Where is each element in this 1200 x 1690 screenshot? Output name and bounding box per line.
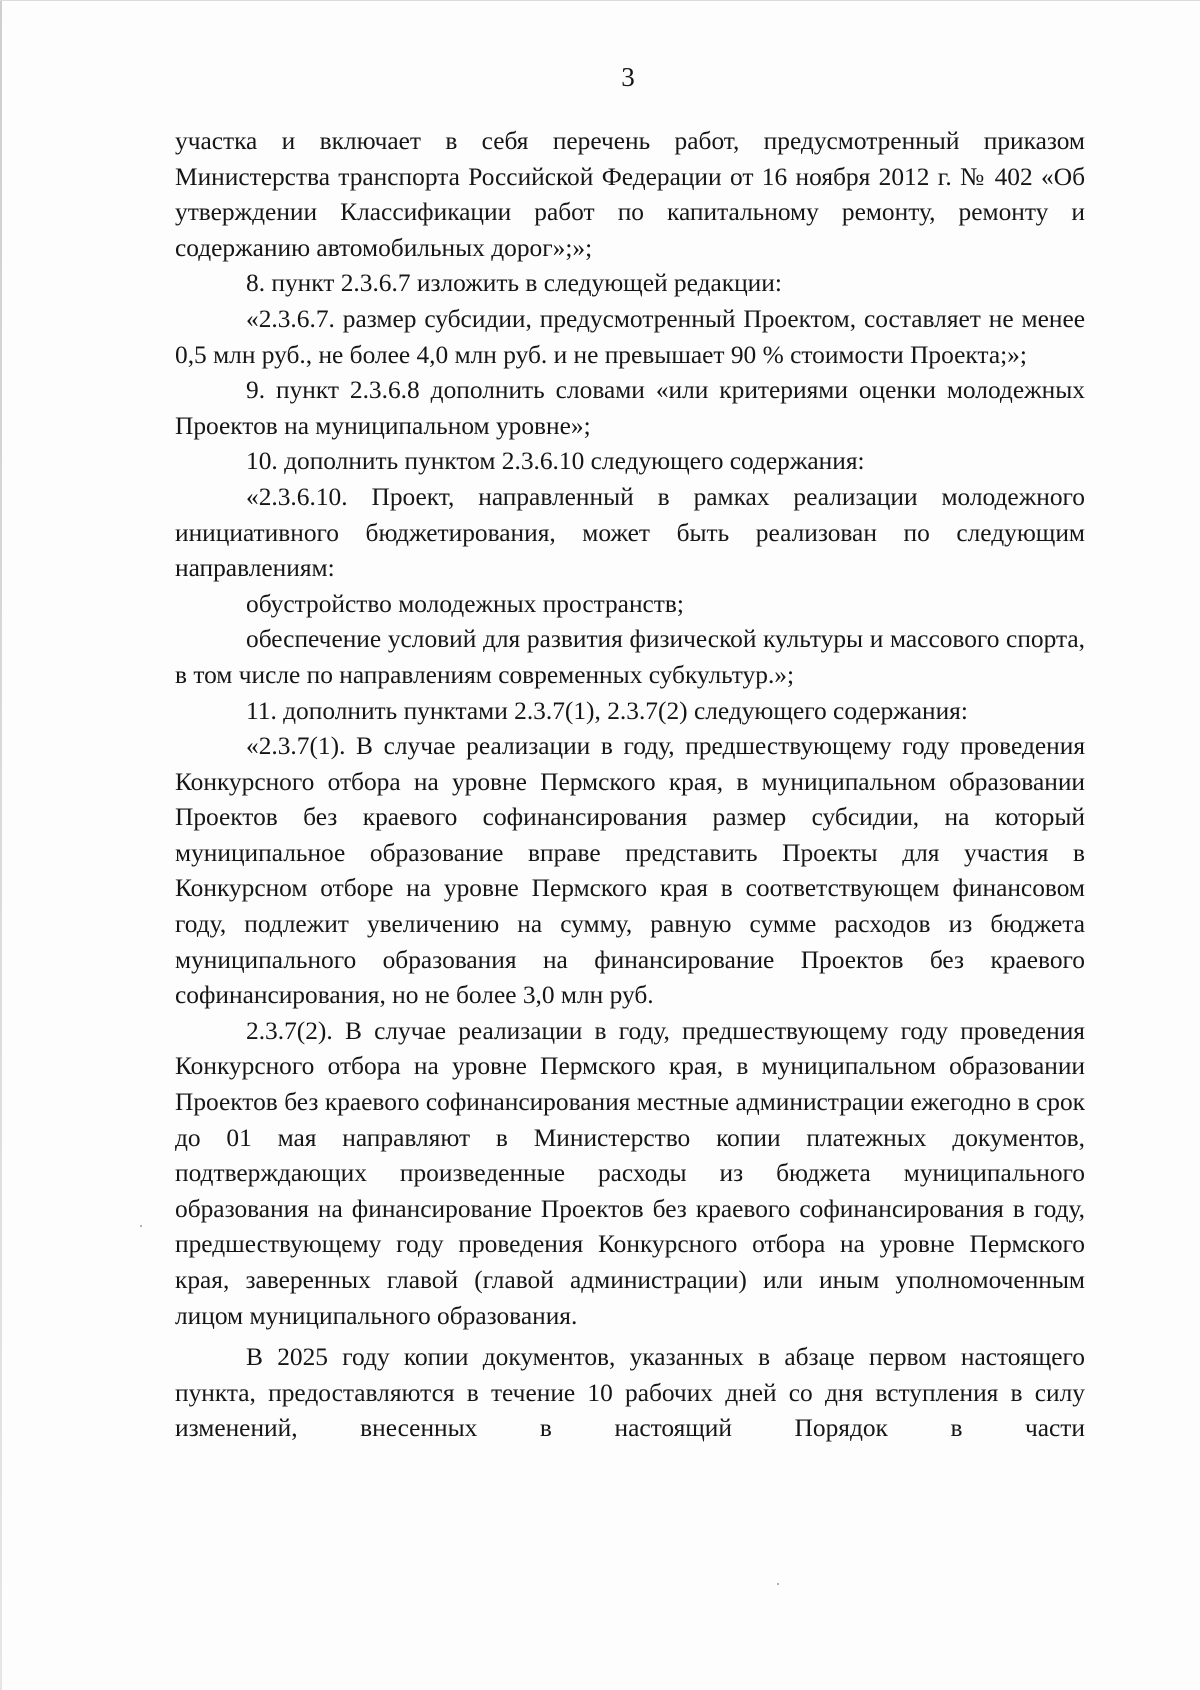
paragraph-direction-spaces: обустройство молодежных пространств; <box>246 589 684 618</box>
paragraph-item-9: 9. пункт 2.3.6.8 дополнить словами «или критериями оценки молодежных Проектов на муниципальном уровне»; <box>175 376 1085 440</box>
paragraph-quote-2-3-6-7: «2.3.6.7. размер субсидии, предусмотренный Проектом, составляет не менее 0,5 млн руб., не более 4,0 млн руб. и не превышает 90 % стоимости Проекта;»; <box>175 304 1085 369</box>
scan-edge-left <box>0 0 2 1690</box>
paragraph-item-11: 11. дополнить пунктами 2.3.7(1), 2.3.7(2) следующего содержания: <box>246 696 968 725</box>
paragraph-year-2025: В 2025 году копии документов, указанных в абзаце первом настоящего пункта, предоставляются в течение 10 рабочих дней со дня вступления в силу изменений, внесенных в настоящий Порядок в части <box>175 1343 1085 1443</box>
paragraph-continuation: участка и включает в себя перечень работ, предусмотренный приказом Министерства транспорта Российской Федерации от 16 ноября 2012 г. № 402 «Об утверждении Классификации работ по капитальному ремонту, ремонту и содержанию автомобильных дорог»;»; <box>175 127 1085 262</box>
scan-edge-top <box>0 0 1200 1</box>
page-number: 3 <box>621 62 635 92</box>
paragraph-direction-sport: обеспечение условий для развития физической культуры и массового спорта, в том числе по направлениям современных субкультур.»; <box>175 625 1085 689</box>
scan-speck <box>140 1225 142 1227</box>
paragraph-item-8: 8. пункт 2.3.6.7 изложить в следующей редакции: <box>246 269 782 298</box>
paragraph-quote-2-3-7-1: «2.3.7(1). В случае реализации в году, предшествующему году проведения Конкурсного отбора на уровне Пермского края, в муниципальном образовании Проектов без краевого софинансирования размер субсидии, на который муниципальное образование вправе представить Проекты для участия в Конкурсном отборе на уровне Пермского края в соответствующем финансовом году, подлежит увеличению на сумму, равную сумме расходов из бюджета муниципального образования на финансирование Проектов без краевого софинансирования, но не более 3,0 млн руб. <box>175 732 1085 1010</box>
scan-speck <box>777 1583 779 1585</box>
document-body <box>175 124 1085 1447</box>
paragraph-item-10: 10. дополнить пунктом 2.3.6.10 следующего содержания: <box>246 447 865 476</box>
paragraph-quote-2-3-6-10: «2.3.6.10. Проект, направленный в рамках реализации молодежного инициативного бюджетирования, может быть реализован по следующим направлениям: <box>175 482 1085 583</box>
paragraph-2-3-7-2: 2.3.7(2). В случае реализации в году, предшествующему году проведения Конкурсного отбора на уровне Пермского края, в муниципальном образовании Проектов без краевого софинансирования местные администрации ежегодно в срок до 01 мая направляют в Министерство копии платежных документов, подтверждающих произведенные расходы из бюджета муниципального образования на финансирование Проектов без краевого софинансирования в году, предшествующему году проведения Конкурсного отбора на уровне Пермского края, заверенных главой (главой администрации) или иным уполномоченным лицом муниципального образования. <box>175 1016 1085 1330</box>
